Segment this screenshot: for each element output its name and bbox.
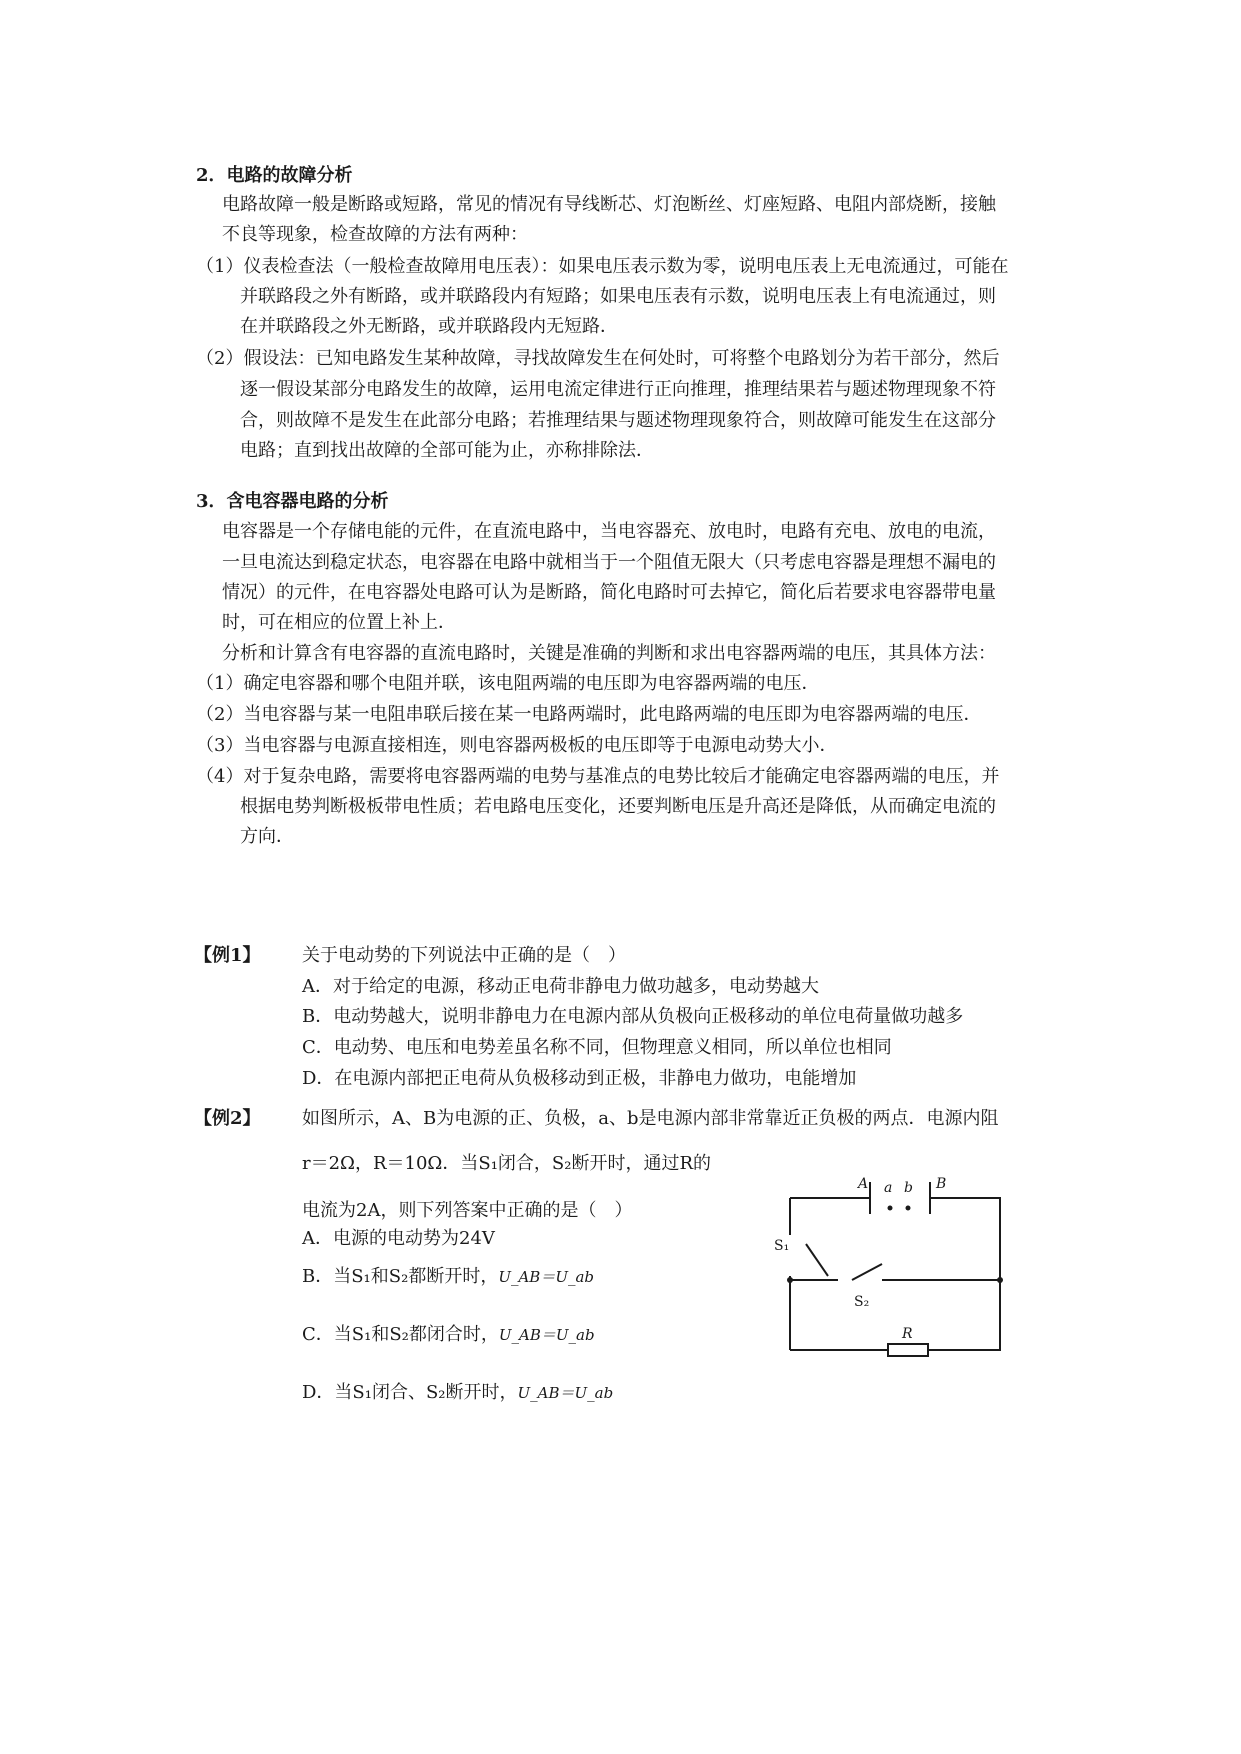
method2-line3: 合，则故障不是发生在此部分电路；若推理结果与题述物理现象符合，则故障可能发生在这部分 (240, 410, 996, 431)
section3-intro-line4: 时，可在相应的位置上补上． (222, 612, 456, 633)
section2-intro-line2: 不良等现象，检查故障的方法有两种： (222, 224, 528, 245)
example2-option-d (302, 1380, 613, 1406)
example1-option-a: A．对于给定的电源，移动正电荷非静电力做功越多，电动势越大 (302, 976, 819, 997)
point-a (888, 1206, 893, 1211)
switch-s1 (806, 1244, 828, 1276)
label-A: A (858, 1176, 869, 1192)
method-point4-line2: 根据电势判断极板带电性质；若电路电压变化，还要判断电压是升高还是降低，从而确定电流的 (240, 796, 996, 817)
section2-title: 2．电路的故障分析 (196, 165, 353, 186)
example2-option-c-text: C．当S₁和S₂都闭合时， (302, 1324, 499, 1345)
example1-option-d: D．在电源内部把正电荷从负极移动到正极，非静电力做功，电能增加 (302, 1068, 857, 1089)
example2-option-b (302, 1264, 594, 1290)
method-point1: （1）确定电容器和哪个电阻并联，该电阻两端的电压即为电容器两端的电压． (196, 673, 820, 694)
resistor-R (888, 1344, 928, 1356)
wire-bottom-right (928, 1280, 1000, 1350)
method-point3: （3）当电容器与电源直接相连，则电容器两极板的电压即等于电源电动势大小． (196, 735, 838, 756)
section3-title: 3．含电容器电路的分析 (196, 491, 389, 512)
formula-d: U_AB＝U_ab (517, 1384, 614, 1402)
label-B: B (936, 1176, 947, 1192)
example1-question: 关于电动势的下列说法中正确的是（ ） (302, 945, 626, 966)
method2-line4: 电路；直到找出故障的全部可能为止，亦称排除法． (240, 440, 654, 461)
label-a: a (884, 1180, 893, 1196)
formula-b: U_AB＝U_ab (498, 1268, 595, 1286)
label-b: b (904, 1180, 913, 1196)
example1-option-b: B．电动势越大，说明非静电力在电源内部从负极向正极移动的单位电荷量做功越多 (302, 1006, 964, 1027)
method2-line2: 逐一假设某部分电路发生的故障，运用电流定律进行正向推理，推理结果若与题述物理现象不符 (240, 379, 996, 400)
method1-line1: （1）仪表检查法（一般检查故障用电压表）：如果电压表示数为零，说明电压表上无电流通过，可能在 (196, 256, 1009, 277)
example2-option-c (302, 1322, 595, 1348)
example2-option-b-text: B．当S₁和S₂都断开时， (302, 1266, 499, 1287)
section3-intro-line1: 电容器是一个存储电能的元件，在直流电路中，当电容器充、放电时，电路有充电、放电的电流， (222, 521, 996, 542)
section3-intro-line5: 分析和计算含有电容器的直流电路时，关键是准确的判断和求出电容器两端的电压，其具体方法： (222, 643, 996, 664)
example2-label: 【例2】 (194, 1108, 261, 1129)
method-point2: （2）当电容器与某一电阻串联后接在某一电路两端时，此电路两端的电压即为电容器两端的电压． (196, 704, 982, 725)
junction-right (997, 1277, 1003, 1283)
example2-question-line3: 电流为2A，则下列答案中正确的是（ ） (302, 1200, 633, 1221)
junction-left (787, 1277, 793, 1283)
formula-c: U_AB＝U_ab (498, 1326, 595, 1344)
method1-line2: 并联路段之外有断路，或并联路段内有短路；如果电压表有示数，说明电压表上有电流通过，则 (240, 286, 996, 307)
section3-intro-line3: 情况）的元件，在电容器处电路可认为是断路，简化电路时可去掉它，简化后若要求电容器带电量 (222, 582, 996, 603)
point-b (906, 1206, 911, 1211)
label-S2: S₂ (854, 1294, 870, 1310)
example2-option-a: A．电源的电动势为24V (302, 1228, 495, 1249)
method2-line1: （2）假设法：已知电路发生某种故障，寻找故障发生在何处时，可将整个电路划分为若干部分，然后 (196, 348, 1000, 369)
method-point4-line3: 方向． (240, 826, 294, 847)
label-S1: S₁ (774, 1238, 790, 1254)
example1-label: 【例1】 (194, 945, 261, 966)
method1-line3: 在并联路段之外无断路，或并联路段内无短路． (240, 316, 618, 337)
section3-intro-line2: 一旦电流达到稳定状态，电容器在电路中就相当于一个阻值无限大（只考虑电容器是理想不漏电的 (222, 552, 996, 573)
wire-top-right (930, 1198, 1000, 1280)
example2-question-line2: r＝2Ω，R＝10Ω．当S₁闭合，S₂断开时，通过R的 (302, 1153, 712, 1174)
method-point4-line1: （4）对于复杂电路，需要将电容器两端的电势与基准点的电势比较后才能确定电容器两端的电压，并 (196, 766, 1000, 787)
label-R: R (902, 1326, 913, 1342)
circuit-diagram (770, 1160, 1020, 1370)
switch-s2 (852, 1264, 882, 1280)
section2-intro-line1: 电路故障一般是断路或短路，常见的情况有导线断芯、灯泡断丝、灯座短路、电阻内部烧断，接触 (222, 194, 996, 215)
example1-option-c: C．电动势、电压和电势差虽名称不同，但物理意义相同，所以单位也相同 (302, 1037, 892, 1058)
example2-option-d-text: D．当S₁闭合、S₂断开时， (302, 1382, 518, 1403)
example2-question-line1: 如图所示，A、B为电源的正、负极，a、b是电源内部非常靠近正负极的两点．电源内阻 (302, 1108, 999, 1129)
